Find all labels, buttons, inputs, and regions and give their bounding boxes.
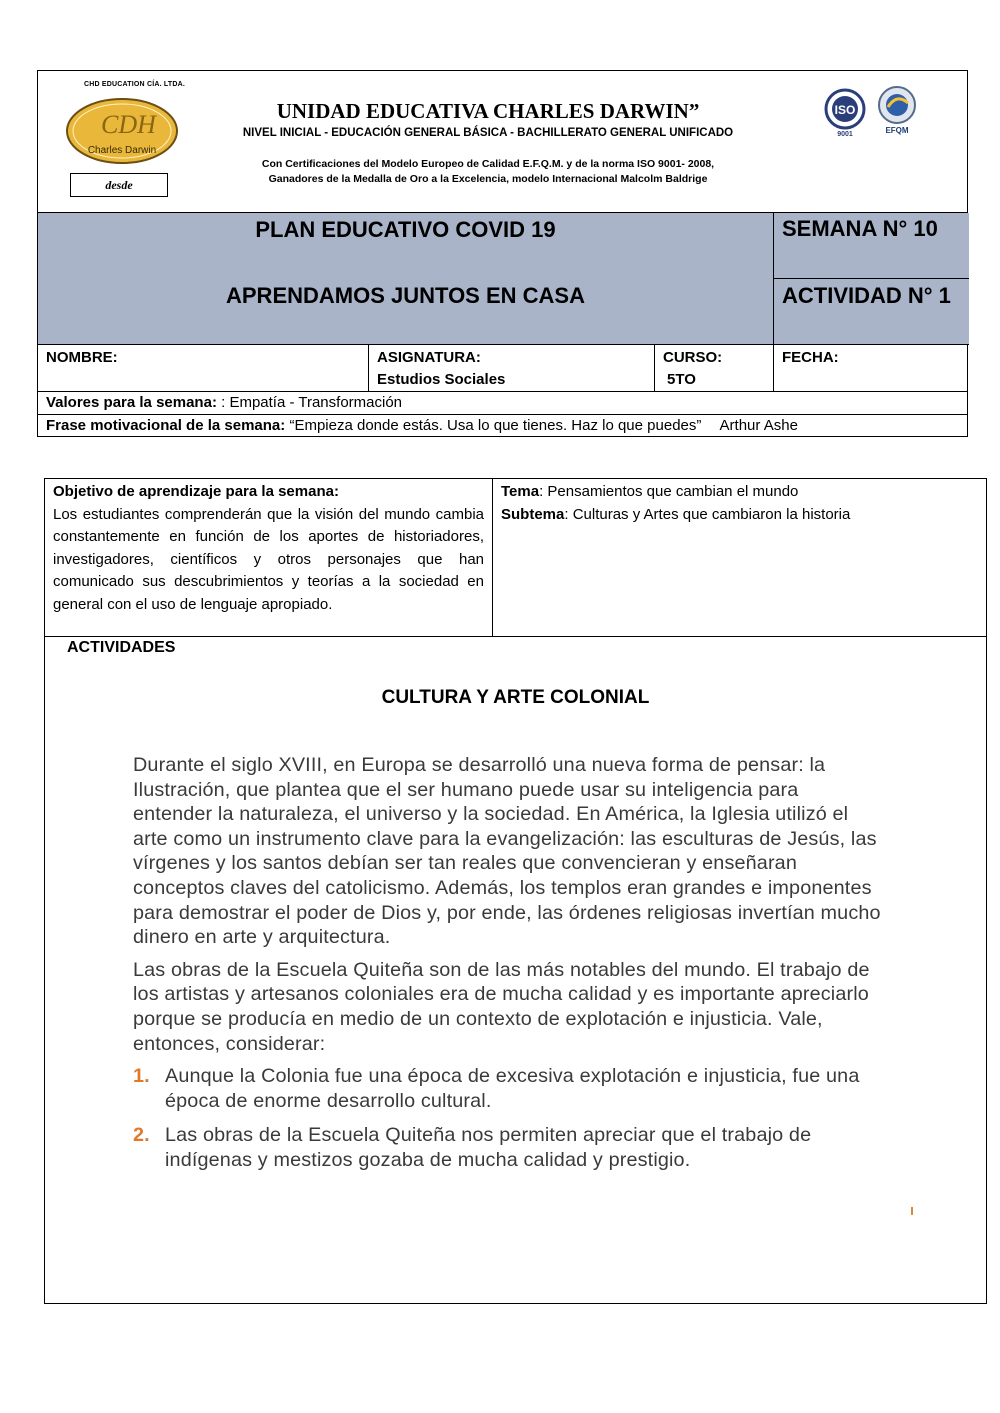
school-name: UNIDAD EDUCATIVA CHARLES DARWIN” — [276, 99, 700, 123]
reading-list — [133, 1064, 883, 1172]
logo-caption: CHD EDUCATION CÍA. LTDA. — [84, 81, 185, 88]
plan-title: PLAN EDUCATIVO COVID 19 — [255, 217, 556, 242]
list-item-text: Aunque la Colonia fue una época de excesiva explotación e injusticia, fue una época de enorme desarrollo cultural. — [165, 1065, 860, 1112]
phrase-label: Frase motivacional de la semana: — [46, 417, 286, 434]
phrase-text: “Empieza donde estás. Usa lo que tienes. Haz lo que puedes” — [289, 417, 702, 434]
list-item-text: Las obras de la Escuela Quiteña nos permiten apreciar que el trabajo de indígenas y mestizos gozaba de mucha calidad y prestigio. — [165, 1124, 812, 1171]
logo-text: Charles Darwin — [87, 145, 157, 156]
subject-value: Estudios Sociales — [377, 371, 506, 388]
date-cell[interactable] — [774, 345, 969, 391]
values-text: : Empatía - Transformación — [221, 394, 403, 411]
school-levels: NIVEL INICIAL - EDUCACIÓN GENERAL BÁSICA - BACHILLERATO GENERAL UNIFICADO — [242, 127, 734, 139]
objective-text: Los estudiantes comprenderán que la visión del mundo cambia constantemente en función de los aportes de historiadores, investigadores, científicos y otros personajes que han comunicado sus descubrimientos y teorías a la sociedad en general con el uso de lenguaje apropiado. — [53, 505, 484, 613]
reading-passage — [133, 753, 883, 1183]
desde-box: desde — [70, 173, 168, 197]
iso-seal-icon — [824, 88, 866, 138]
learning-block — [44, 478, 987, 1304]
weekly-values-row — [38, 392, 967, 415]
topic-cell — [493, 479, 986, 637]
iso-label: ISO — [834, 103, 856, 117]
list-item — [133, 1064, 883, 1113]
course-cell — [655, 345, 774, 391]
name-label: NOMBRE: — [46, 349, 118, 366]
list-number: 2. — [133, 1124, 150, 1147]
subtopic-text: : Culturas y Artes que cambiaron la historia — [564, 505, 851, 523]
scan-mark — [911, 1207, 913, 1215]
list-number: 1. — [133, 1065, 150, 1088]
efqm-label: EFQM — [885, 126, 909, 135]
student-info-row — [38, 345, 967, 392]
reading-paragraph-1: Durante el siglo XVIII, en Europa se desarrolló una nueva forma de pensar: la Ilustración, que plantea que el ser humano puede usar su inteligencia para entender la naturaleza, el universo y la sociedad. En América, la Iglesia utilizó el arte como un instrumento clave para la evangelización: las esculturas de Jesús, las vírgenes y los santos debían ser tan reales que convencieran y enseñaran conceptos claves del catolicismo. Además, los templos eran grandes e imponentes para demostrar el poder de Dios y, por ende, las órdenes religiosas invertían mucho dinero en arte y arquitectura. — [133, 754, 881, 949]
subject-label: ASIGNATURA: — [377, 349, 481, 366]
list-item — [133, 1123, 883, 1172]
week-number: SEMANA N° 10 — [774, 213, 969, 279]
reading-title: CULTURA Y ARTE COLONIAL — [381, 687, 650, 708]
learning-objective — [45, 479, 493, 637]
school-logo — [65, 93, 179, 165]
topic-label: Tema — [501, 483, 540, 500]
subject-cell — [369, 345, 655, 391]
motivational-phrase-row — [38, 415, 967, 438]
certification-line-1: Con Certificaciones del Modelo Europeo de Calidad E.F.Q.M. y de la norma ISO 9001- 2008, — [261, 158, 715, 170]
objective-label: Objetivo de aprendizaje para la semana: — [53, 483, 339, 500]
activities-heading: ACTIVIDADES — [67, 639, 176, 656]
subtopic-label: Subtema — [501, 505, 565, 523]
school-letterhead — [38, 71, 967, 213]
certification-line-2: Ganadores de la Medalla de Oro a la Excelencia, modelo Internacional Malcolm Baldrige — [268, 173, 708, 185]
activity-number: ACTIVIDAD N° 1 — [774, 279, 969, 345]
plan-subtitle: APRENDAMOS JUNTOS EN CASA — [226, 283, 585, 308]
document-header — [37, 70, 968, 437]
iso-number: 9001 — [837, 131, 853, 138]
plan-banner — [38, 213, 774, 345]
course-value: 5TO — [667, 371, 696, 388]
logo-initials: CDH — [101, 110, 156, 139]
reading-paragraph-2: Las obras de la Escuela Quiteña son de las más notables del mundo. El trabajo de los artistas y artesanos coloniales era de mucha calidad y es importante apreciarlo porque se producía en medio de un contexto de explotación e injusticia. Vale, entonces, considerar: — [133, 958, 870, 1055]
phrase-author: Arthur Ashe — [719, 417, 798, 434]
course-label: CURSO: — [663, 349, 723, 366]
name-cell[interactable] — [38, 345, 369, 391]
topic-text: : Pensamientos que cambian el mundo — [539, 483, 799, 500]
values-label: Valores para la semana: — [46, 394, 217, 411]
efqm-seal-icon — [874, 85, 920, 139]
date-label: FECHA: — [782, 349, 839, 366]
